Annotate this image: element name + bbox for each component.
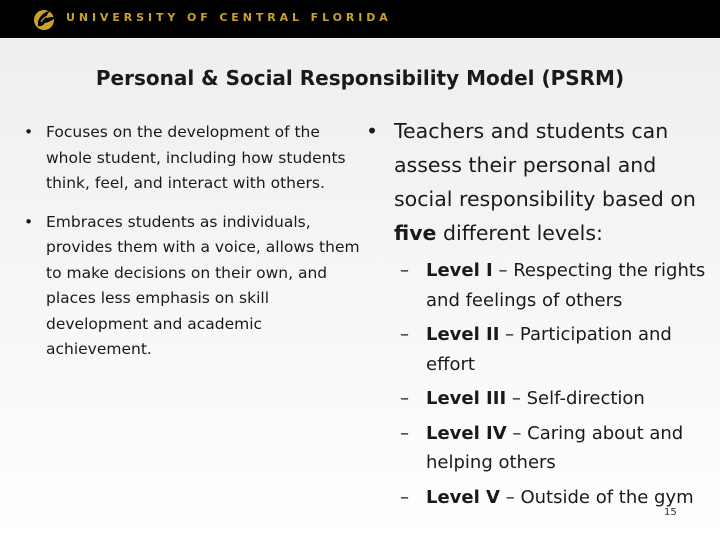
- right-bullet-text-end: different levels:: [436, 221, 603, 245]
- level-item: [400, 256, 716, 315]
- level-description: Caring about and helping others: [426, 422, 684, 473]
- level-separator: –: [500, 486, 521, 508]
- slide-title: Personal & Social Responsibility Model (PSRM): [95, 66, 625, 90]
- level-name: Level I: [426, 260, 493, 281]
- right-column: [366, 114, 716, 512]
- university-name: UNIVERSITY OF CENTRAL FLORIDA: [66, 11, 392, 24]
- pegasus-logo-icon: [32, 6, 58, 32]
- level-name: Level V: [426, 486, 500, 508]
- level-dash: –: [400, 324, 409, 345]
- levels-list: [400, 256, 716, 512]
- level-separator: –: [506, 422, 528, 444]
- level-description: Participation and effort: [426, 324, 672, 375]
- left-column: [20, 120, 365, 363]
- bullet-dot: •: [24, 123, 34, 141]
- level-item: [400, 419, 716, 478]
- page-number: 15: [664, 507, 677, 518]
- level-item: [400, 320, 716, 379]
- right-bullet-emphasis: five: [394, 221, 437, 245]
- level-name: Level III: [426, 388, 507, 409]
- level-dash: –: [400, 422, 409, 444]
- level-separator: –: [492, 260, 514, 281]
- level-description: Respecting the rights and feelings of others: [426, 260, 706, 311]
- level-dash: –: [400, 486, 409, 508]
- left-bullet-2: [20, 210, 365, 363]
- level-dash: –: [400, 388, 409, 409]
- level-name: Level II: [426, 324, 500, 345]
- left-bullet-1-text: Focuses on the development of the whole student, including how students think, feel, and interact with others.: [46, 123, 346, 192]
- level-dash: –: [400, 260, 409, 281]
- level-description: Self-direction: [526, 388, 645, 409]
- level-name: Level IV: [426, 422, 507, 444]
- right-bullet-text-start: Teachers and students can assess their personal and social responsibility based on: [394, 119, 696, 211]
- bullet-dot: •: [366, 119, 379, 143]
- right-bullet: [366, 114, 716, 250]
- left-bullet-1: [20, 120, 365, 197]
- left-bullet-2-text: Embraces students as individuals, provides them with a voice, allows them to make decisions on their own, and places less emphasis on skill development and academic achievement.: [46, 212, 360, 358]
- level-separator: –: [506, 388, 527, 409]
- level-description: Outside of the gym: [520, 486, 694, 508]
- header-bar: [0, 0, 720, 38]
- bullet-dot: •: [24, 212, 34, 231]
- level-item: [400, 384, 716, 414]
- level-separator: –: [499, 324, 520, 345]
